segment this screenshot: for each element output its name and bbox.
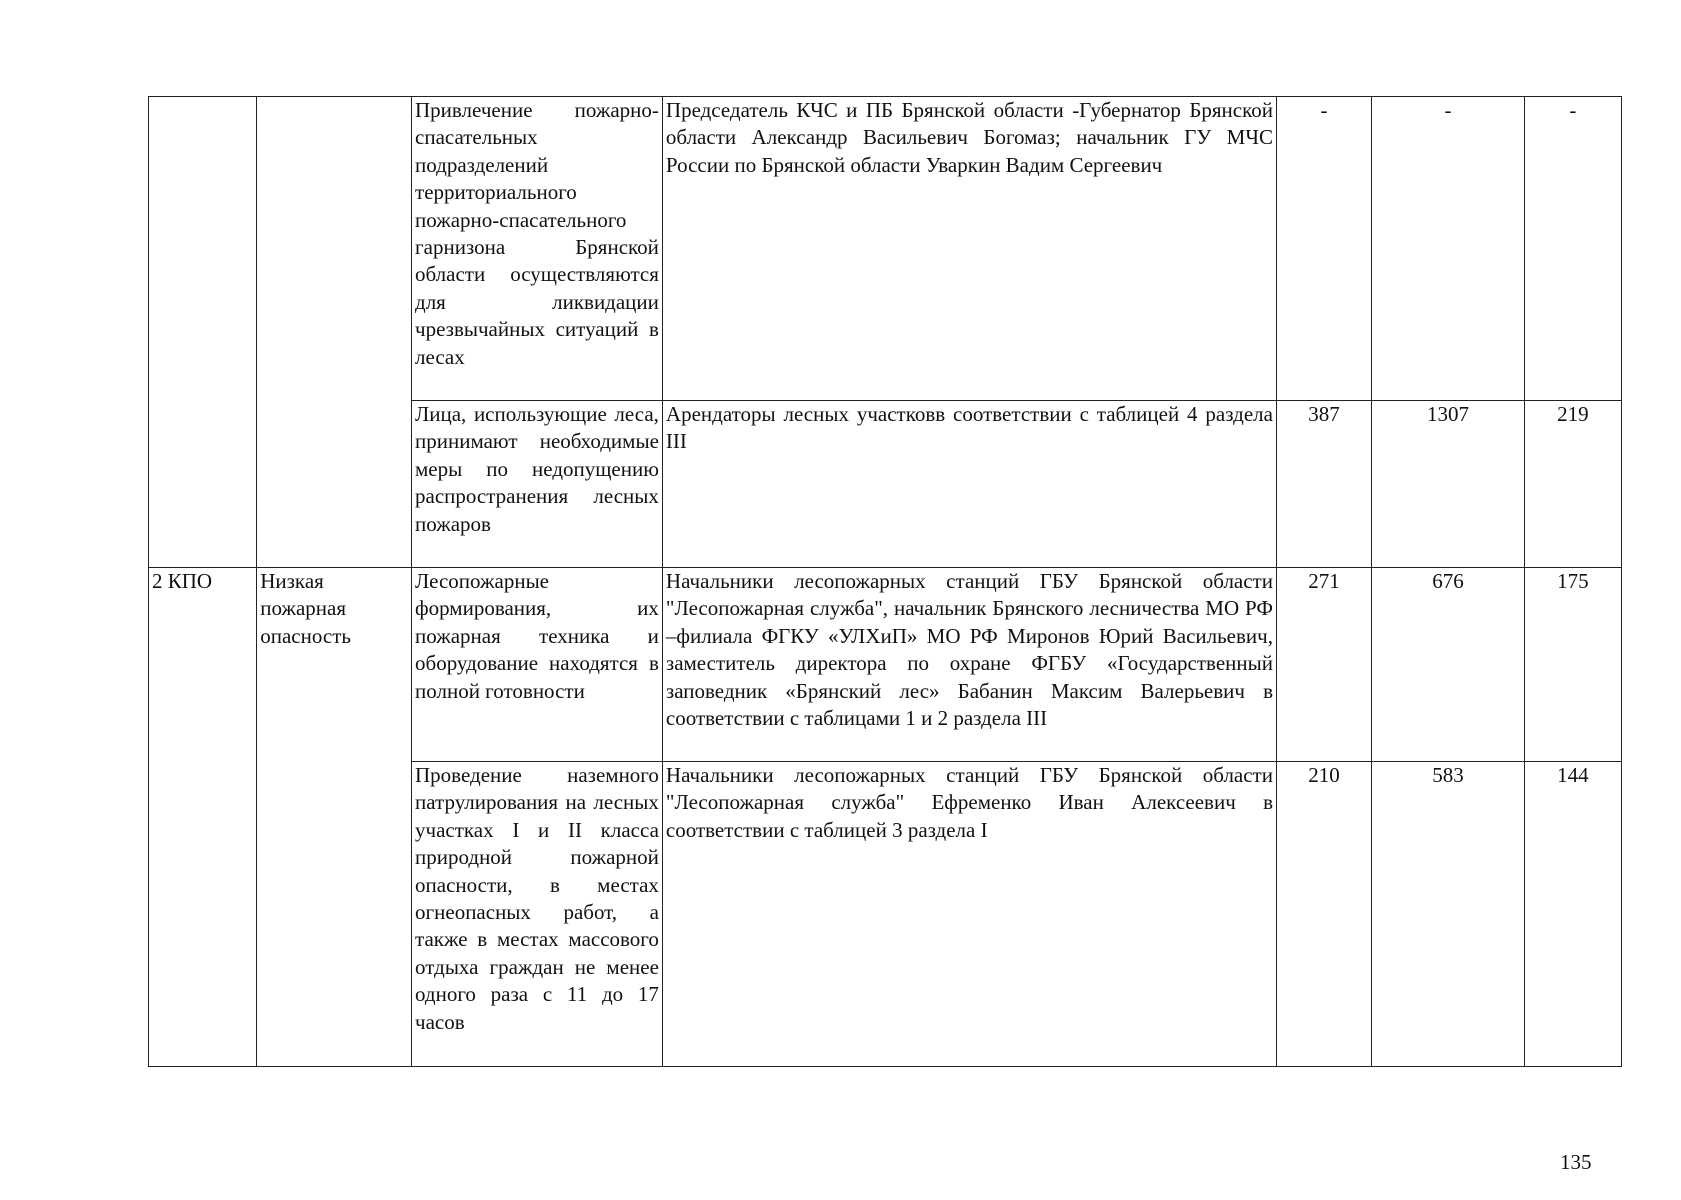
class-name-cell: [257, 97, 412, 568]
responsible-cell: Председатель КЧС и ПБ Брянской области -Губернатор Брянской области Александр Васильевич Богомаз; начальник ГУ МЧС России по Брянской области Уваркин Вадим Сергеевич: [662, 97, 1276, 401]
fire-measures-table: [148, 96, 1622, 1067]
value-cell-3: 219: [1524, 401, 1621, 568]
class-code-cell: [149, 97, 257, 568]
class-name-cell: Низкая пожарная опасность: [257, 568, 412, 1067]
value-cell-2: 583: [1372, 762, 1525, 1067]
value-cell-1: 387: [1276, 401, 1371, 568]
value-cell-3: 144: [1524, 762, 1621, 1067]
value-cell-1: 271: [1276, 568, 1371, 762]
measure-cell: Привлечение пожарно-спасательных подразделений территориального пожарно-спасательного гарнизона Брянской области осуществляются для ликвидации чрезвычайных ситуаций в лесах: [412, 97, 663, 401]
value-cell-1: 210: [1276, 762, 1371, 1067]
table-row: [149, 568, 1622, 762]
value-cell-2: 1307: [1372, 401, 1525, 568]
measure-cell: Лесопожарные формирования, их пожарная техника и оборудование находятся в полной готовности: [412, 568, 663, 762]
page-number: 135: [1560, 1150, 1592, 1174]
responsible-cell: Начальники лесопожарных станций ГБУ Брянской области "Лесопожарная служба" Ефременко Иван Алексеевич в соответствии с таблицей 3 раздела I: [662, 762, 1276, 1067]
measure-cell: Проведение наземного патрулирования на лесных участках I и II класса природной пожарной опасности, в местах огнеопасных работ, а также в местах массового отдыха граждан не менее одного раза с 11 до 17 часов: [412, 762, 663, 1067]
value-cell-1: -: [1276, 97, 1371, 401]
responsible-cell: Начальники лесопожарных станций ГБУ Брянской области "Лесопожарная служба", начальник Брянского лесничества МО РФ –филиала ФГКУ «УЛХиП» МО РФ Миронов Юрий Васильевич, заместитель директора по охране ФГБУ «Государственный заповедник «Брянский лес» Бабанин Максим Валерьевич в соответствии с таблицами 1 и 2 раздела III: [662, 568, 1276, 762]
value-cell-3: 175: [1524, 568, 1621, 762]
value-cell-2: -: [1372, 97, 1525, 401]
class-code-cell: 2 КПО: [149, 568, 257, 1067]
table-row: [149, 97, 1622, 401]
responsible-cell: Арендаторы лесных участковв соответствии с таблицей 4 раздела III: [662, 401, 1276, 568]
measure-cell: Лица, использующие леса, принимают необходимые меры по недопущению распространения лесных пожаров: [412, 401, 663, 568]
value-cell-2: 676: [1372, 568, 1525, 762]
value-cell-3: -: [1524, 97, 1621, 401]
